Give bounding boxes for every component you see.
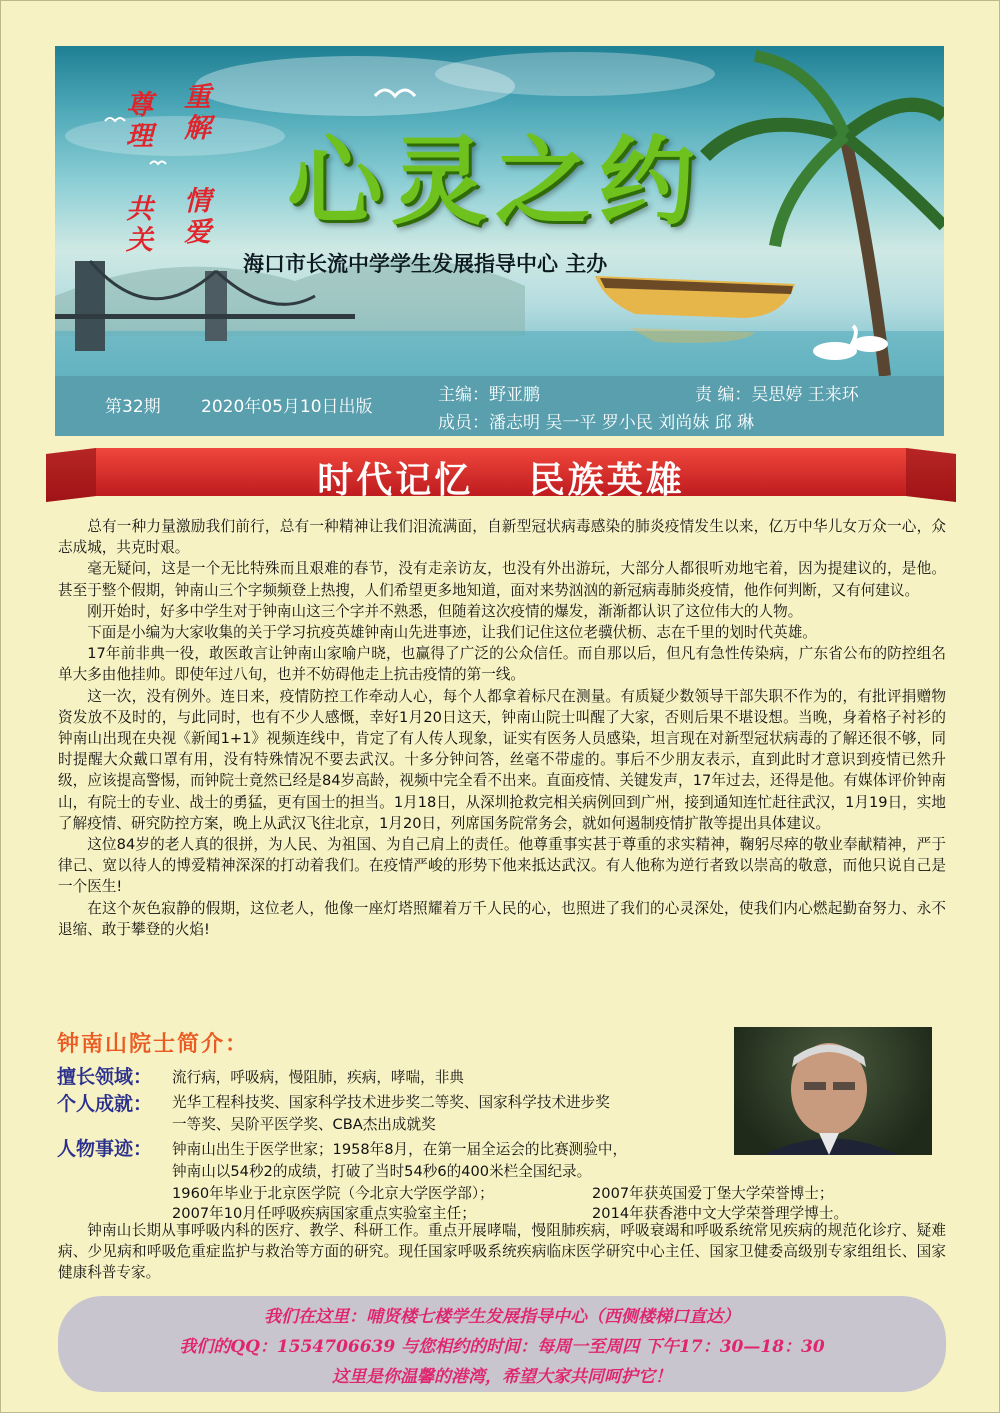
story-line: 2007年10月任呼吸疾病国家重点实验室主任； bbox=[172, 1205, 476, 1222]
article-paragraph: 刚开始时，好多中学生对于钟南山这三个字并不熟悉，但随着这次疫情的爆发，渐渐都认识了这位伟大的人物。 bbox=[87, 602, 803, 620]
article-paragraph: 这一次，没有例外。连日来，疫情防控工作牵动人心，每个人都拿着标尺在测量。有质疑少数领导干部失职不作为的，有批评捐赠物资发放不及时的，与此同时，也有不少人感慨，幸好1月20日这天，钟南山院士叫醒了大家，否则后果不堪设想。当晚，身着格子衬衫的钟南山出现在央视《新闻1+1》视频连线中，肯定了有人传人现象，证实有医务人员感染，坦言现在对新型冠状病毒的了解还很不够，同时提醒大众戴口罩有用，没有特殊情况不要去武汉。十多分钟问答，丝毫不带虚的。事后不少朋友表示，直到此时才意识到疫情已然升级，应该提高警惕，而钟院士竟然已经是84岁高龄，视频中完全看不出来。直面疫情、关键发声，17年过去，还得是他。有媒体评价钟南山，有院士的专业、战士的勇猛，更有国士的担当。1月18日，从深圳抢救完相关病例回到广州，接到通知连忙赶往武汉，1月19日，实地了解疫情、研究防控方案，晚上从武汉飞往北京，1月20日，列席国务院常务会，就如何遏制疫情扩散等提出具体建议。 bbox=[58, 687, 946, 832]
footer-location: 我们在这里：哺贤楼七楼学生发展指导中心（西侧楼梯口直达） bbox=[264, 1307, 740, 1327]
header-banner bbox=[55, 46, 944, 376]
article-paragraph: 在这个灰色寂静的假期，这位老人，他像一座灯塔照耀着万千人民的心，也照进了我们的心灵深处，使我们内心燃起勤奋努力、永不退缩、敢于攀登的火焰! bbox=[58, 899, 946, 938]
section-title: 时代记忆 民族英雄 bbox=[317, 460, 685, 501]
footer-slogan: 这里是你温馨的港湾，希望大家共同呵护它！ bbox=[332, 1367, 672, 1387]
chief-editor: 主编：野亚鹏 bbox=[438, 385, 540, 405]
poem-column-1: 重解 bbox=[179, 82, 210, 144]
magazine-title: 心灵之约 bbox=[287, 126, 703, 238]
poem-column-4: 共关 bbox=[121, 194, 152, 256]
footer-contact: 我们的QQ：1554706639 与您相约的时间：每周一至周四 下午17：30—18：30 bbox=[179, 1337, 825, 1357]
poem-column-3: 情爱 bbox=[179, 186, 210, 248]
article-paragraph: 这位84岁的老人真的很拼，为人民、为祖国、为自己肩上的责任。他尊重事实甚于尊重的求实精神，鞠躬尽瘁的敬业奉献精神，严于律己、宽以待人的博爱精神深深的打动着我们。在疫情严峻的形势下他来抵达武汉。有人他称为逆行者致以崇高的敬意，而他只说自己是一个医生! bbox=[58, 836, 946, 896]
profile-summary bbox=[58, 1220, 946, 1284]
publisher-line: 海口市长流中学学生发展指导中心 主办 bbox=[243, 252, 608, 276]
article-paragraph: 17年前非典一役，敢医敢言让钟南山家喻户晓，也赢得了广泛的公众信任。而自那以后，但凡有急性传染病，广东省公布的防控组名单大多由他挂帅。即使年过八旬，也并不妨碍他走上抗击疫情的第一线。 bbox=[58, 645, 946, 684]
story-label: 人物事迹： bbox=[57, 1138, 153, 1160]
article-paragraph: 毫无疑问，这是一个无比特殊而且艰难的春节，没有走亲访友，也没有外出游玩，大部分人都很听劝地宅着，因为提建议的，是他。甚至于整个假期，钟南山三个字频频登上热搜，人们希望更多地知道，面对来势汹汹的新冠病毒肺炎疫情，他作何判断，又有何建议。 bbox=[58, 560, 946, 599]
story-line: 2014年获香港中文大学荣誉理学博士。 bbox=[592, 1205, 849, 1222]
story-line: 钟南山以54秒2的成绩，打破了当时54秒6的400米栏全国纪录。 bbox=[172, 1163, 592, 1180]
article-paragraph: 总有一种力量激励我们前行，总有一种精神让我们泪流满面，自新型冠状病毒感染的肺炎疫情发生以来，亿万中华儿女万众一心，众志成城，共克时艰。 bbox=[58, 518, 946, 557]
achievement-label: 个人成就： bbox=[57, 1093, 153, 1115]
story-line: 2007年获英国爱丁堡大学荣誉博士； bbox=[592, 1185, 834, 1202]
field-value: 流行病，呼吸病，慢阻肺，疾病，哮喘，非典 bbox=[172, 1069, 464, 1086]
section-ribbon bbox=[46, 446, 956, 506]
summary-paragraph: 钟南山长期从事呼吸内科的医疗、教学、科研工作。重点开展哮喘，慢阻肺疾病，呼吸衰竭和呼吸系统常见疾病的规范化诊疗、疑难病、少见病和呼吸危重症监护与救治等方面的研究。现任国家呼吸系统疾病临床医学研究中心主任、国家卫健委高级别专家组组长、国家健康科普专家。 bbox=[58, 1222, 946, 1282]
team-members: 成员：潘志明 吴一平 罗小民 刘尚妹 邱 琳 bbox=[438, 413, 755, 433]
story-line: 1960年毕业于北京医学院（今北京大学医学部）； bbox=[172, 1185, 494, 1202]
field-label: 擅长领域： bbox=[57, 1066, 153, 1088]
poem-column-2: 尊理 bbox=[121, 90, 152, 152]
portrait-photo bbox=[734, 1027, 932, 1155]
publish-date: 2020年05月10日出版 bbox=[201, 397, 373, 417]
achievement-line: 一等奖、吴阶平医学奖、CBA杰出成就奖 bbox=[172, 1116, 436, 1133]
article-body bbox=[58, 516, 946, 940]
profile-heading: 钟南山院士简介： bbox=[57, 1032, 250, 1057]
contact-footer bbox=[58, 1296, 946, 1392]
responsible-editors: 责 编：吴思婷 王来环 bbox=[695, 385, 859, 405]
portrait-figure bbox=[734, 1027, 932, 1155]
story-line: 钟南山出生于医学世家；1958年8月，在第一届全运会的比赛测验中， bbox=[172, 1141, 628, 1158]
issue-info-bar bbox=[55, 376, 944, 436]
article-paragraph: 下面是小编为大家收集的关于学习抗疫英雄钟南山先进事迹，让我们记住这位老骥伏枥、志在千里的划时代英雄。 bbox=[87, 624, 817, 642]
achievement-line: 光华工程科技奖、国家科学技术进步奖二等奖、国家科学技术进步奖 bbox=[172, 1094, 610, 1111]
issue-number: 第32期 bbox=[105, 397, 161, 417]
